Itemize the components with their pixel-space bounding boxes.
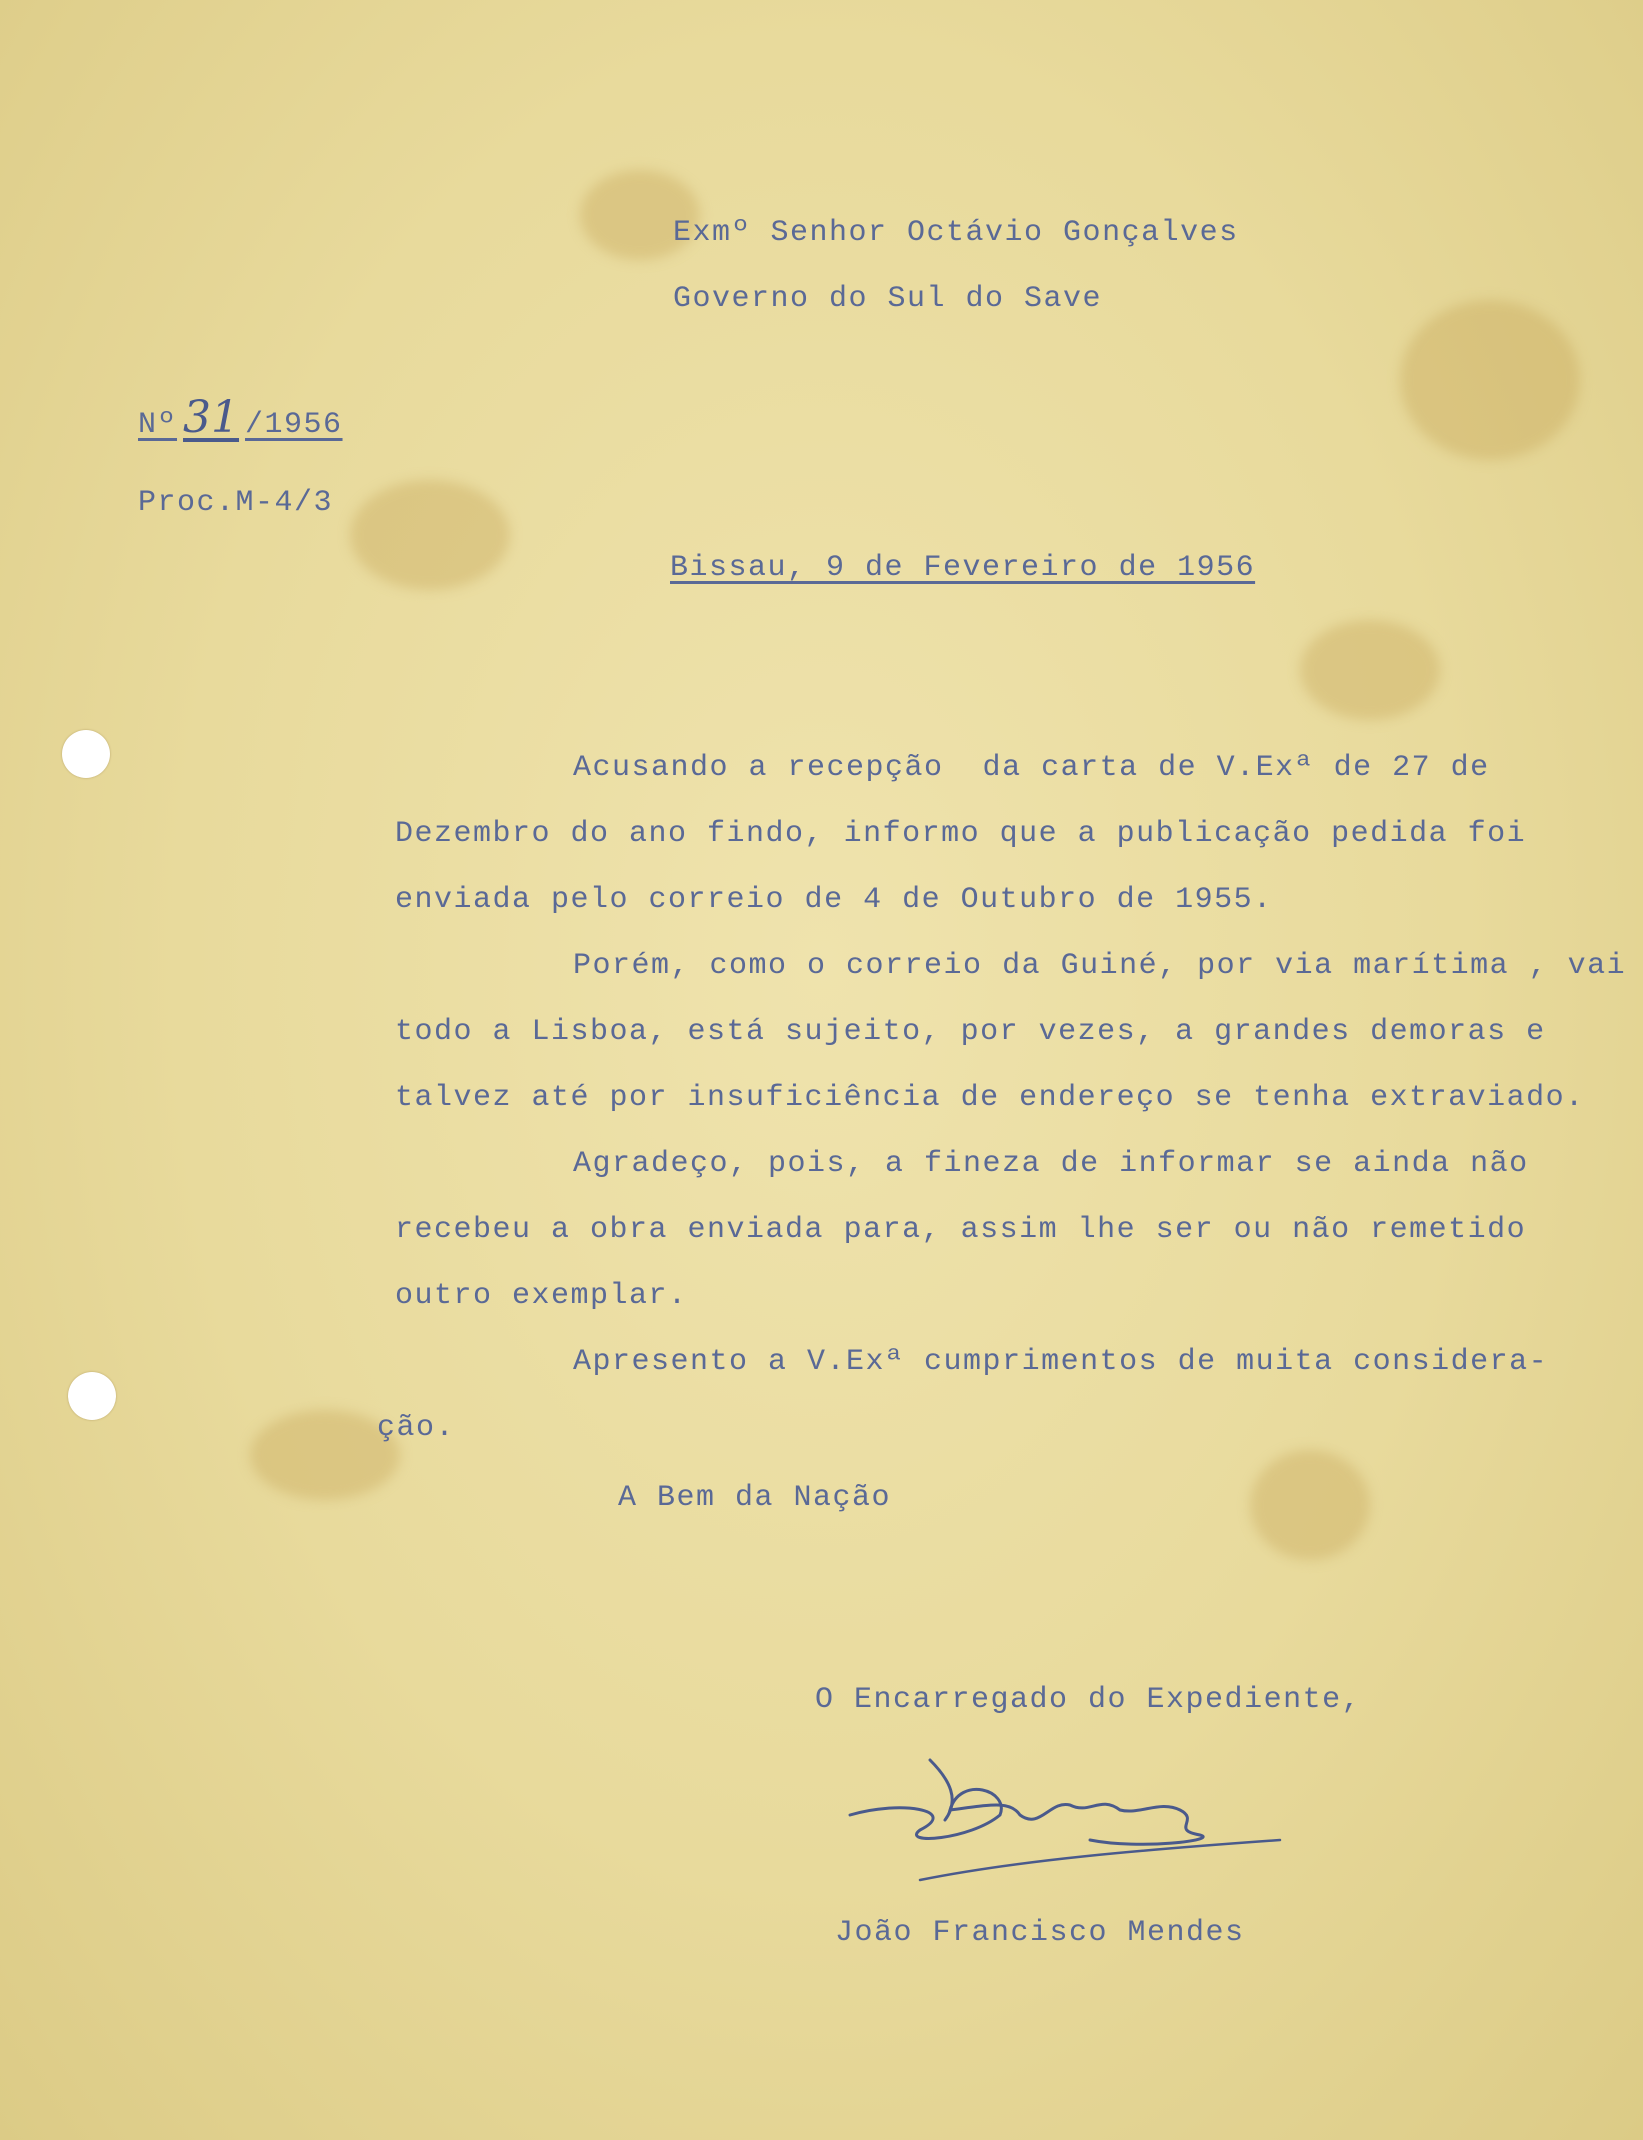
punch-hole [62, 730, 110, 778]
body-line: ção. [377, 1411, 456, 1445]
body-line: Agradeço, pois, a fineza de informar se ainda não [573, 1147, 1529, 1181]
process-reference: Proc.M-4/3 [138, 486, 334, 520]
reference-year: /1956 [245, 408, 343, 442]
body-line: todo a Lisboa, está sujeito, por vezes, a grandes demoras e [395, 1015, 1546, 1049]
body-line: outro exemplar. [395, 1279, 688, 1313]
body-line: Dezembro do ano findo, informo que a publicação pedida foi [395, 817, 1527, 851]
body-line: Apresento a V.Exª cumprimentos de muita considera- [573, 1345, 1549, 1379]
paper-stain [1300, 620, 1440, 720]
closing-salutation: A Bem da Nação [618, 1481, 892, 1515]
body-line: enviada pelo correio de 4 de Outubro de 1955. [395, 883, 1273, 917]
paper-stain [350, 480, 510, 590]
handwritten-signature [840, 1720, 1290, 1900]
body-line: Acusando a recepção da carta de V.Exª de 27 de [573, 751, 1490, 785]
signatory-title: O Encarregado do Expediente, [815, 1683, 1362, 1717]
letter-body [377, 735, 1627, 1461]
body-line: Porém, como o correio da Guiné, por via marítima , vai [573, 949, 1627, 983]
body-line: recebeu a obra enviada para, assim lhe ser ou não remetido [395, 1213, 1527, 1247]
date-line: Bissau, 9 de Fevereiro de 1956 [670, 551, 1256, 585]
paper-stain [1250, 1450, 1370, 1560]
paper-stain [1400, 300, 1580, 460]
reference-prefix: Nº [138, 408, 178, 442]
reference-handwritten-number: 31 [183, 392, 240, 443]
recipient-line-2: Governo do Sul do Save [673, 282, 1103, 316]
recipient-line-1: Exmº Senhor Octávio Gonçalves [673, 216, 1239, 250]
signatory-name: João Francisco Mendes [835, 1916, 1245, 1950]
reference-number [138, 392, 343, 450]
punch-hole [68, 1372, 116, 1420]
body-line: talvez até por insuficiência de endereço se tenha extraviado. [395, 1081, 1585, 1115]
